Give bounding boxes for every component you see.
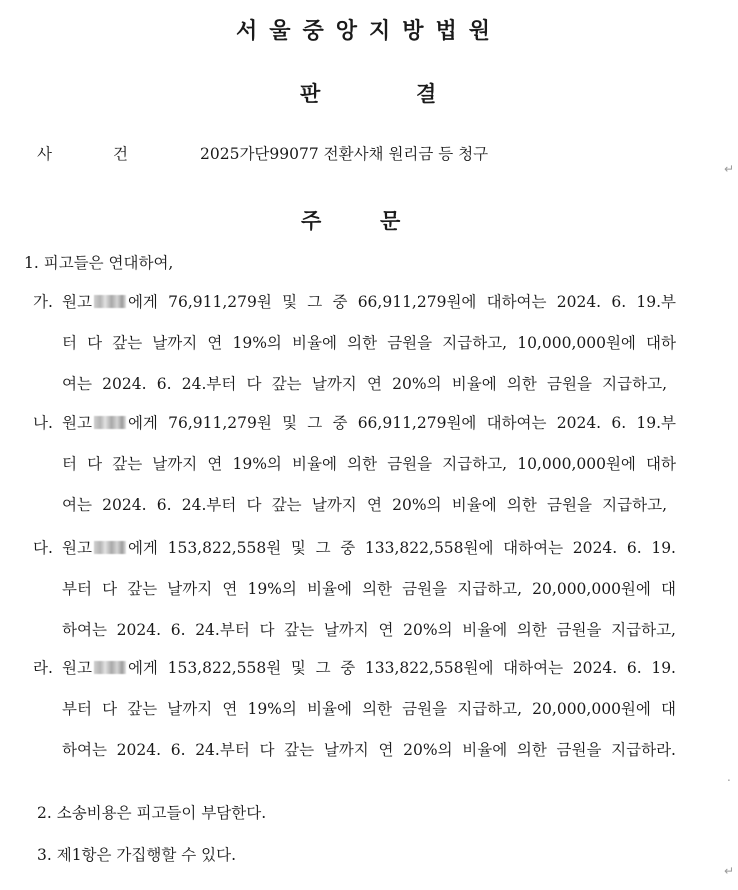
claim-line-2: 부터 다 갚는 날까지 연 19%의 비율에 의한 금원을 지급하고, 20,000,000원에 대 bbox=[62, 700, 676, 718]
order-title-1: 주 bbox=[301, 208, 322, 233]
case-number-title: 2025가단99077 전환사채 원리금 등 청구 bbox=[200, 145, 489, 163]
claim-prefix: 원고 bbox=[62, 293, 92, 311]
redacted-name bbox=[94, 416, 126, 429]
case-label-2: 건 bbox=[113, 145, 128, 163]
redacted-name bbox=[94, 541, 126, 554]
judgment-title-2: 결 bbox=[416, 81, 437, 106]
paragraph-mark: ↵ bbox=[724, 162, 735, 176]
order-item-1: 1. 피고들은 연대하여, bbox=[24, 254, 174, 272]
claim-line-2: 터 다 갚는 날까지 연 19%의 비율에 의한 금원을 지급하고, 10,000,000원에 대하 bbox=[62, 455, 676, 473]
claim-line-1-text: 에게 153,822,558원 및 그 중 133,822,558원에 대하여는 2024. 6. 19. bbox=[127, 659, 676, 677]
order-item-3: 3. 제1항은 가집행할 수 있다. bbox=[37, 846, 237, 864]
dot-mark: . bbox=[727, 770, 731, 784]
claim-line-1 bbox=[62, 656, 676, 678]
claim-line-3: 여는 2024. 6. 24.부터 다 갚는 날까지 연 20%의 비율에 의한 금원을 지급하고, bbox=[62, 496, 667, 514]
redacted-name bbox=[94, 661, 126, 674]
redacted-name bbox=[94, 295, 126, 308]
claim-line-2: 터 다 갚는 날까지 연 19%의 비율에 의한 금원을 지급하고, 10,000,000원에 대하 bbox=[62, 334, 676, 352]
claim-marker: 라. bbox=[33, 659, 53, 677]
judgment-title-1: 판 bbox=[300, 81, 321, 106]
paragraph-mark: ↵ bbox=[724, 864, 735, 878]
court-name: 서울중앙지방법원 bbox=[235, 18, 503, 44]
order-item-2: 2. 소송비용은 피고들이 부담한다. bbox=[37, 804, 267, 822]
claim-line-2: 부터 다 갚는 날까지 연 19%의 비율에 의한 금원을 지급하고, 20,000,000원에 대 bbox=[62, 580, 676, 598]
claim-marker: 나. bbox=[33, 414, 53, 432]
claim-marker: 다. bbox=[33, 539, 53, 557]
claim-marker: 가. bbox=[33, 293, 53, 311]
claim-line-3: 여는 2024. 6. 24.부터 다 갚는 날까지 연 20%의 비율에 의한 금원을 지급하고, bbox=[62, 375, 667, 393]
claim-prefix: 원고 bbox=[62, 659, 92, 677]
case-label-1: 사 bbox=[37, 145, 52, 163]
claim-line-1 bbox=[62, 290, 676, 312]
claim-line-3: 하여는 2024. 6. 24.부터 다 갚는 날까지 연 20%의 비율에 의한 금원을 지급하라. bbox=[62, 741, 676, 759]
claim-prefix: 원고 bbox=[62, 414, 92, 432]
claim-line-3: 하여는 2024. 6. 24.부터 다 갚는 날까지 연 20%의 비율에 의한 금원을 지급하고, bbox=[62, 621, 676, 639]
claim-prefix: 원고 bbox=[62, 539, 92, 557]
claim-line-1 bbox=[62, 536, 676, 558]
claim-line-1-text: 에게 76,911,279원 및 그 중 66,911,279원에 대하여는 2024. 6. 19.부 bbox=[127, 414, 676, 432]
claim-line-1-text: 에게 76,911,279원 및 그 중 66,911,279원에 대하여는 2024. 6. 19.부 bbox=[127, 293, 676, 311]
claim-line-1-text: 에게 153,822,558원 및 그 중 133,822,558원에 대하여는 2024. 6. 19. bbox=[127, 539, 676, 557]
order-title-2: 문 bbox=[380, 208, 401, 233]
claim-line-1 bbox=[62, 411, 676, 433]
